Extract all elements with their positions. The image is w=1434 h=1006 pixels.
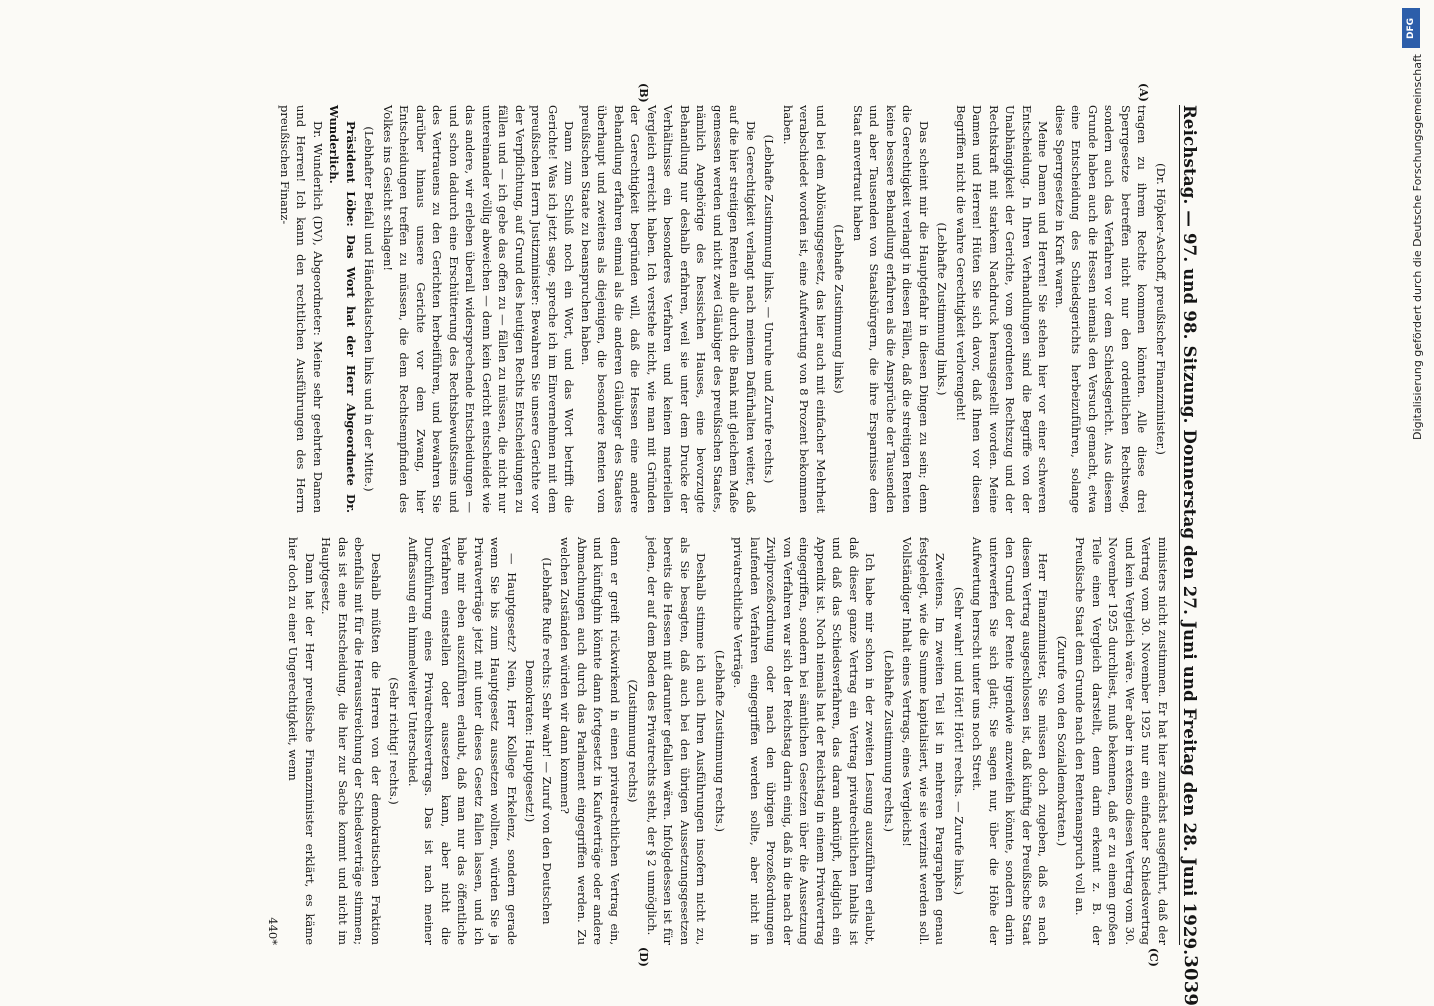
paragraph: Das scheint mir die Hauptgefahr in diesen Dingen zu sein; denn die Gerechtigkeit verlangt in diesen Fällen, daß die streitigen Renten keine bessere Behandlung erfahren als die Ansprüche der Tausenden und aber Tausenden von Staatsbürgern, die ihre Ersparnisse dem Staat anvertraut haben	[851, 105, 931, 513]
paragraph: Zweitens. Im zweiten Teil ist in mehreren Paragraphen genau festgelegt, wie die Summe kapitalisiert, wie sie verzinst werden soll. Vollständiger Inhalt eines Vertrags, eines Vergleichs!	[900, 537, 948, 945]
paragraph: denn er greift rückwirkend in einen privatrechtlichen Vertrag ein, und künftighin könnte dann fortgesetzt in Kaufverträge oder andere Abmachungen auch durch das Parlament eingegriffen werden. Zu welchen Zuständen würden wir dann kommen?	[558, 537, 622, 945]
paragraph: Herr Finanzminister, Sie müssen doch zugeben, daß es nach diesem Vertrag ausgeschlossen ist, daß künftig der Preußische Staat den Grund der Rente irgendwie anzweifeln könnte, sondern darin unterwerfen Sie sich glatt; Sie sagen nur, über die Höhe der Aufwertung herrscht unter uns noch Streit.	[970, 537, 1051, 945]
dfg-credit-text: Digitalisierung gefördert durch die Deutsche Forschungsgemeinschaft	[1411, 54, 1424, 440]
paragraph: Dann zum Schluß noch ein Wort, und das Wort betrifft die Gerichte! Was ich jetzt sage, spreche ich im Einvernehmen mit dem preußischen Herrn Justizminister: Bewahren Sie unsere Gerichte vor der Verpflichtung, auf Grund des heutigen Rechts Entscheidungen zu fällen und — ich gebe das offen zu — fällen zu müssen, die nicht nur untereinander völlig abweichen — denn kein Gericht entscheidet wie das andere, wir erleben überall widersprechende Entscheidungen — und schon dadurch eine Erschütterung des Rechtsbewußtseins und des Vertrauens zu den Gerichten herbeiführen, und bewahren Sie darüber hinaus unsere Gerichte vor dem Zwang, hier Entscheidungen treffen zu müssen, die dem Rechtsempfinden des Volkes ins Gesicht schlagen!	[381, 105, 577, 513]
speaker-line: (Dr. Höpker-Aschoff, preußischer Finanzminister.)	[1154, 163, 1168, 455]
interjection: (Lebhafte Zustimmung links. — Unruhe und Zurufe rechts.)	[762, 134, 777, 484]
interjection: (Sehr wahr! und Hört! Hört! rechts. — Zurufe links.)	[952, 586, 966, 896]
marker-d: (D)	[637, 947, 650, 967]
marker-c: (C)	[1147, 947, 1160, 967]
rotated-page	[150, 83, 1210, 1006]
wunderlich-line: Dr. Wunderlich (DV), Abgeordneter: Meine sehr geehrten Damen und Herren! Ich kann den rechtlichen Ausführungen des Herrn preußischen Finanz-	[278, 105, 325, 513]
president-line: Präsident Löbe: Das Wort hat der Herr Abgeordnete Dr. Wunderlich.	[327, 105, 358, 513]
interjection: (Lebhafte Rufe rechts: Sehr wahr! — Zuruf von den Deutschen Demokraten: Hauptgesetz!)	[523, 557, 554, 925]
dfg-logo-icon: DFG	[1402, 8, 1420, 48]
dfg-credit-strip	[1390, 0, 1434, 1000]
paragraph: Deshalb müßten die Herren von der demokratischen Fraktion ebenfalls mit für die Herausstreichung der Schiedsverträge stimmen; das ist eine Entscheidung, die hier zur Sache kommt und nicht im Hauptgesetz.	[319, 537, 383, 945]
paragraph: und bei dem Ablösungsgesetz, das hier auch mit einfacher Mehrheit verabschiedet worden ist, eine Aufwertung von 8 Prozent bekommen haben.	[781, 105, 828, 513]
paragraph: Ich habe mir schon in der zweiten Lesung auszuführen erlaubt, daß dieser ganze Vertrag ein Vertrag privatrechtlichen Inhalts ist und daß das Schiedsverfahren, das daran anknüpft, lediglich ein Appendix ist. Noch niemals hat der Reichstag in einem Privatvertrag eingegriffen, sondern bei sämtlichen Gesetzen über die Aussetzung von Verfahren war sich der Reichstag darin einig, daß in die nach der Zivilprozeßordnung oder nach den übrigen Prozeßordnungen laufenden Verfahren eingegriffen werden sollte, aber nicht in privatrechtliche Verträge.	[731, 537, 878, 945]
paragraph: Deshalb stimme ich auch Ihren Ausführungen insofern nicht zu, als Sie besagten, daß auch bei den übrigen Aussetzungsgesetzen bereits die Hessen mit darunter gefallen wären. Infolgedessen ist für jeden, der auf dem Boden des Privatrechts steht, der § 2 unmöglich.	[645, 537, 709, 945]
interjection: (Lebhafte Zustimmung rechts.)	[713, 650, 727, 832]
marker-a: (A)	[1137, 83, 1150, 102]
interjection: (Zurufe von den Sozialdemokraten.)	[1055, 635, 1069, 847]
left-column	[265, 83, 1172, 513]
paragraph: Die Gerechtigkeit verlangt nach meinem Dafürhalten weiter, daß auf die hier streitigen Renten alle durch die Bank mit gleichem Maße gemessen werden und nicht zwei Gläubiger des preußischen Staates, nämlich Angehörige des hessischen Hauses, eine bevorzugte Behandlung nur deshalb erfahren, weil sie unter dem Drucke der Verhältnisse ein besonderes Verfahren und keinen materiellen Vergleich erreicht haben. Ich verstehe nicht, wie man mit Gründen der Gerechtigkeit begründen will, daß die Hessen eine andere Behandlung erfahren einmal als die anderen Gläubiger des Staates überhaupt und zweitens als diejenigen, die besondere Renten vom preußischen Staate zu beanspruchen haben.	[579, 105, 758, 513]
interjection: (Lebhafte Zustimmung rechts.)	[882, 650, 896, 832]
paragraph: ministers nicht zustimmen. Er hat hier zunächst ausgeführt, daß der Vertrag vom 30. November 1925 nur ein einfacher Schiedsvertrag und kein Vergleich wäre. Wer aber in extenso diesen Vertrag vom 30. November 1925 durchliest, muß bekennen, daß er zu einem großen Teile einen Vergleich darstellt, denn darin erkennt z. B. der Preußische Staat dem Grunde nach den Rentenanspruch voll an.	[1073, 537, 1170, 945]
interjection: (Zustimmung rechts)	[626, 679, 641, 803]
interjection: (Lebhafte Zustimmung links)	[832, 224, 847, 394]
interjection: (Lebhafter Beifall und Händeklatschen links und in der Mitte.)	[362, 126, 377, 492]
text-columns	[265, 83, 1172, 967]
right-column	[265, 537, 1172, 967]
paragraph: Dann hat der Herr preußische Finanzminister erklärt, es käme hier doch zu einer Ungerechtigkeit, wenn	[286, 537, 317, 945]
marker-b: (B)	[637, 83, 650, 103]
paragraph: tragen zu ihrem Rechte kommen könnten. Alle diese drei Sperrgesetze betreffen nicht nur den ordentlichen Rechtsweg, sondern auch das Verfahren vor dem Schiedsgericht. Aus diesem Grunde haben auch die Hessen niemals den Versuch gemacht, etwa eine Entscheidung des Schiedsgerichts herbeizuführen, solange diese Sperrgesetze in Kraft waren.	[1053, 105, 1150, 513]
paragraph: — Hauptgesetz? Nein, Herr Kollege Erkelenz, sondern gerade wenn Sie bis zum Hauptgesetz aussetzen wollten, würden Sie ja Privatverträge jetzt mit unter dieses Gesetz fallen lassen, und ich habe mir eben auszuführen erlaubt, daß man nur das öffentliche Verfahren einstellen oder aussetzen kann, aber nicht die Durchführung eines Privatrechtsvertrags. Das ist nach meiner Auffassung ein himmelweiter Unterschied.	[406, 537, 519, 945]
interjection: (Sehr richtig! rechts.)	[387, 677, 402, 805]
header-title: Reichstag. — 97. und 98. Sitzung. Donnerstag den 27. Juni und Freitag den 28. Juni 1929.	[1180, 105, 1199, 956]
sheet-signature: 440*	[266, 917, 280, 945]
paragraph: Meine Damen und Herren! Sie stehen hier vor einer schweren Entscheidung. In Ihren Verhandlungen sind die Begriffe von der Unabhängigkeit der Gerichte, vom geordneten Rechtszug und der Rechtskraft mit starkem Nachdruck herausgestellt worden. Meine Damen und Herren! Hüten Sie sich davor, daß Ihnen vor diesen Begriffen nicht die wahre Gerechtigkeit verlorengeht!	[954, 105, 1051, 513]
page-number: 3039	[1180, 955, 1201, 1006]
page-header	[1179, 105, 1210, 1006]
interjection: (Lebhafte Zustimmung links.)	[935, 222, 950, 396]
